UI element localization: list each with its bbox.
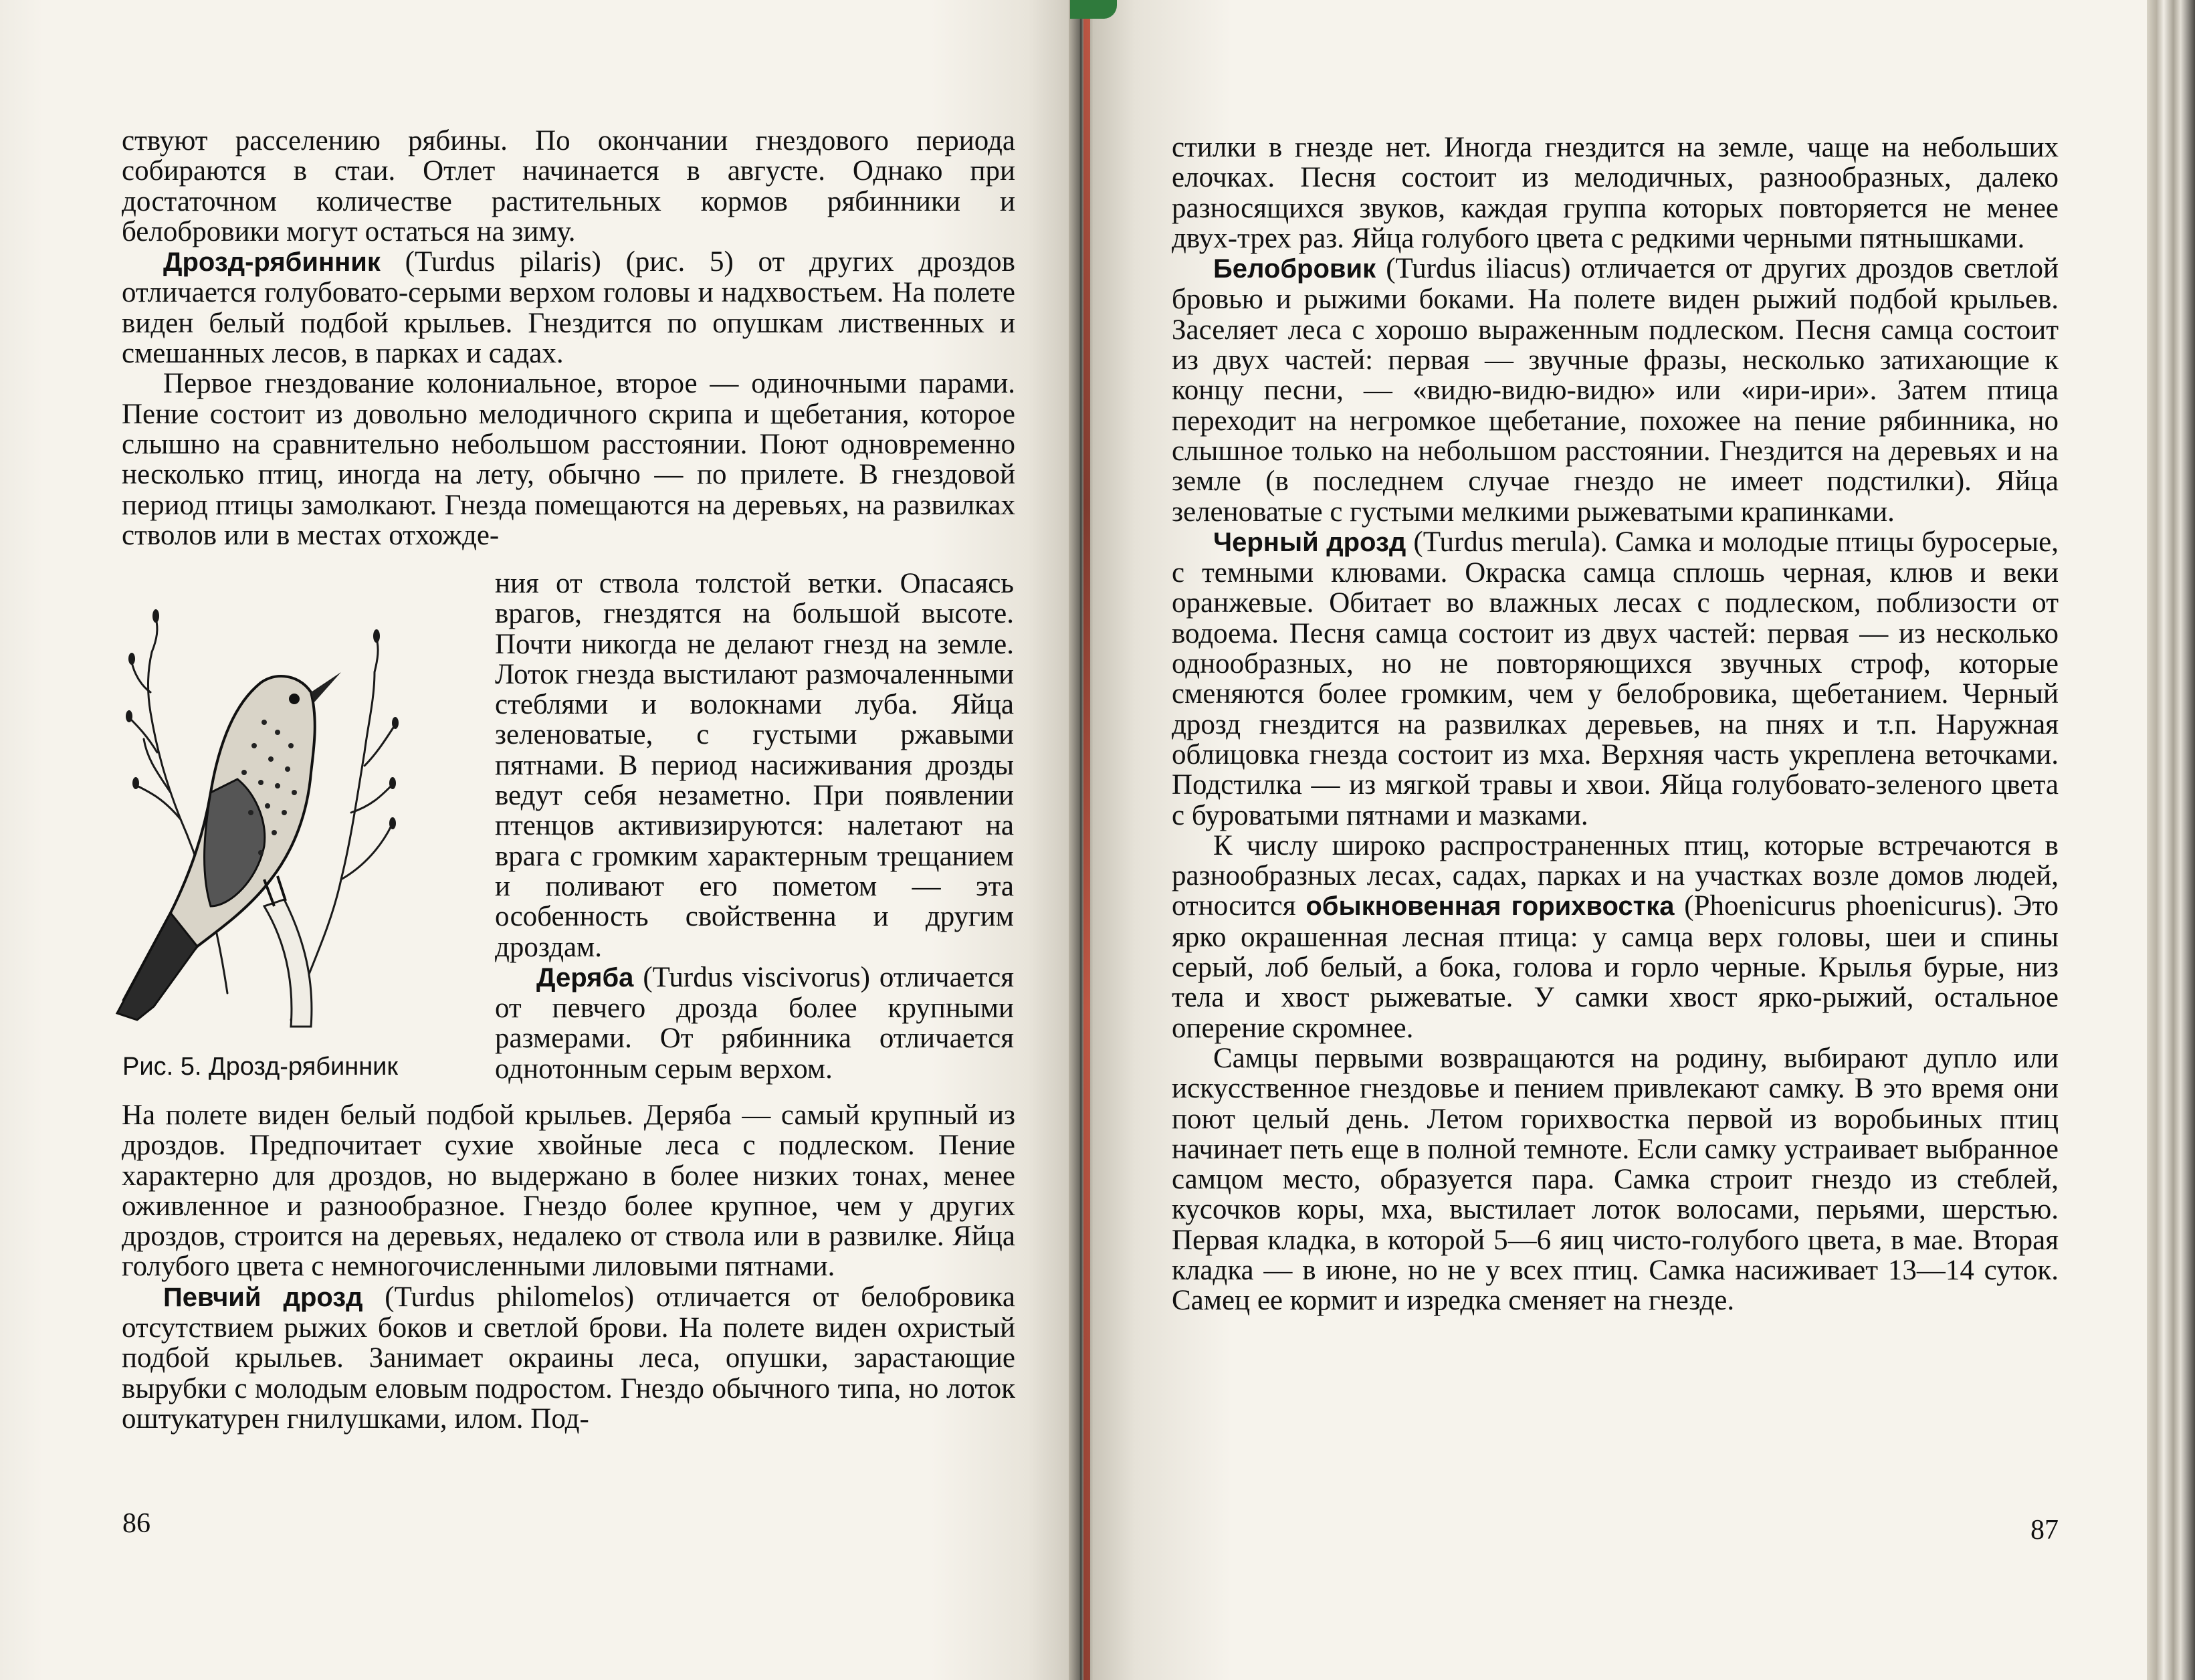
left-para-3: На полете виден белый подбой крыльев. Деряба — самый крупный из дроздов. Предпочитает сухие хвойные леса с подлеском. Пение характерно для дроздов, но выдержано в более низких тонах, менее оживленное и разнообразное. Гнездо более крупное, чем у других дроздов, строится на деревьях, недалеко от ствола или в развилке. Яйца голубого цвета с немногочисленными лиловыми пятнами. [122,1099,1015,1283]
left-bottom-text [122,1100,1015,1434]
left-para-2: Первое гнездование колониальное, второе — одиночными парами. Пение состоит из довольно мелодичного скрипа и щебетания, которое слышно на сравнительно небольшом расстоянии. Поют одновременно несколько птиц, иногда на лету, обычно — по прилете. В гнездовой период птицы замолкают. Гнезда помещаются на деревьях, на развилках стволов или в местах отхожде- [122,368,1015,551]
right-para-2: Черный дрозд (Turdus merula). Самка и молодые птицы буросерые, с темными клювами. Окраска самца сплошь черная, клюв и веки оранжевые. Обитает во влажных лесах с подлеском, поблизости от водоема. Песня самца состоит из двух частей: первая — из несколько однообразных, но не повторяющихся звучных строф, которые сменяются более громким, чем у белобровика, щебетанием. Черный дрозд гнездится на развилках деревьев, на пнях и т.п. Наружная облицовка гнезда состоит из мха. Верхняя часть укреплена веточками. Подстилка — из мягкой травы и хвои. Яйца голубовато-зеленого цвета с буроватыми пятнами и мазками. [1172,526,2059,831]
page-stack-edge [2147,0,2195,1680]
wrap-para-continued: ния от ствола толстой ветки. Опасаясь врагов, гнездятся на большой высоте. Почти никогда не делают гнезд на земле. Лоток гнезда выстилают размочаленными стеблями и волокнами луба. Яйца зеленоватые, с густыми ржавыми пятнами. В период насиживания дрозды ведут себя незаметно. При появлении птенцов активизируются: налетают на врага с громким характерным трещанием и поливают его пометом — эта особенность свойственна и другим дроздам. [495,568,1014,963]
left-top-text [122,126,1015,550]
left-wrap-text [495,568,1014,1084]
right-para-0: стилки в гнезде нет. Иногда гнездится на земле, чаще на небольших елочках. Песня состоит из мелодичных, разнообразных, далеко разносящихся звуков, каждая группа которых повторяется не менее двух-трех раз. Яйца голубого цвета с редкими черными пятнышками. [1172,132,2059,254]
page-edge-red [1083,0,1090,1680]
left-para-4: Певчий дрозд (Turdus philomelos) отличается от белобровика отсутствием рыжих боков и светлой брови. На полете виден охристый подбой крыльев. Занимает окраины леса, опушки, зарастающие вырубки с молодым еловым подростом. Гнездо обычного типа, но лоток оштукатурен гнилушками, илом. Под- [122,1281,1015,1435]
right-para-3: К числу широко распространенных птиц, которые встречаются в разнообразных лесах, садах, парках и на участках возле домов людей, относится обыкновенная горихвостка (Phoenicurus phoenicurus). Это ярко окрашенная лесная птица: у самца верх головы, шеи и спины серый, лоб белый, а бока, голова и горло черные. Крылья бурые, низ тела и хвост рыжеватые. У самки хвост ярко-рыжий, остальное оперение скромнее. [1172,829,2059,1044]
right-para-4: Самцы первыми возвращаются на родину, выбирают дупло или искусственное гнездовье и пением привлекают самку. В это время они поют целый день. Летом горихвостка первой из воробьиных птиц начинает петь еще в полной темноте. Если самку устраивает выбранное самцом место, образуется пара. Самка строит гнездо из стеблей, кусочков коры, мха, выстилает лоток волосами, перьями, шерстью. Первая кладка, в которой 5—6 яиц чисто-голубого цвета, в мае. Вторая кладка — в июне, но не у всех птиц. Самка насиживает 13—14 суток. Самец ее кормит и изредка сменяет на гнезде. [1172,1042,2059,1317]
page-number-right: 87 [2030,1515,2059,1546]
term-redstart: обыкновенная горихвостка [1305,891,1675,922]
figure-caption: Рис. 5. Дрозд-рябинник [122,1053,399,1081]
left-para-1: Дрозд-рябинник (Turdus pilaris) (рис. 5) от других дроздов отличается голубовато-серыми верхом головы и надхвостьем. На полете виден белый подбой крыльев. Гнездится по опушкам лиственных и смешанных лесов, в парках и садах. [122,246,1015,370]
right-text [1172,132,2059,1316]
right-para-1: Белобровик (Turdus iliacus) отличается от других дроздов светлой бровью и рыжими боками. На полете виден рыжий подбой крыльев. Заселяет леса с хорошо выраженным подлеском. Песня самца состоит из двух частей: первая — звучные фразы, несколько затихающие к концу песни, — «видю-видю-видю» или «ири-ири». Затем птица переходит на негромкое щебетание, похожее на пение рябинника, но слышное только на небольшом расстоянии. Гнездится на деревьях и на земле (в последнем случае гнездо не имеет подстилки). Яйца зеленоватые с густыми мелкими рыжеватыми крапинками. [1172,253,2059,528]
page-number-left: 86 [122,1508,150,1539]
wrap-para-mistle: Деряба (Turdus viscivorus) отличается от певчего дрозда более крупными размерами. От рябинника отличается однотонным серым верхом. [495,961,1014,1085]
term-mistle-thrush: Деряба [536,962,634,992]
term-fieldfare: Дрозд-рябинник [163,247,381,278]
term-blackbird: Черный дрозд [1213,527,1406,557]
fieldfare-illustration [110,592,485,1033]
term-song-thrush: Певчий дрозд [163,1282,363,1312]
bookmark-ribbon [1070,0,1117,19]
term-redwing: Белобровик [1213,254,1376,284]
left-para-0: ствуют расселению рябины. По окончании гнездового периода собираются в стаи. Отлет начинается в августе. Однако при достаточном количестве растительных кормов рябинники и белобровики могут остаться на зиму. [122,125,1015,247]
